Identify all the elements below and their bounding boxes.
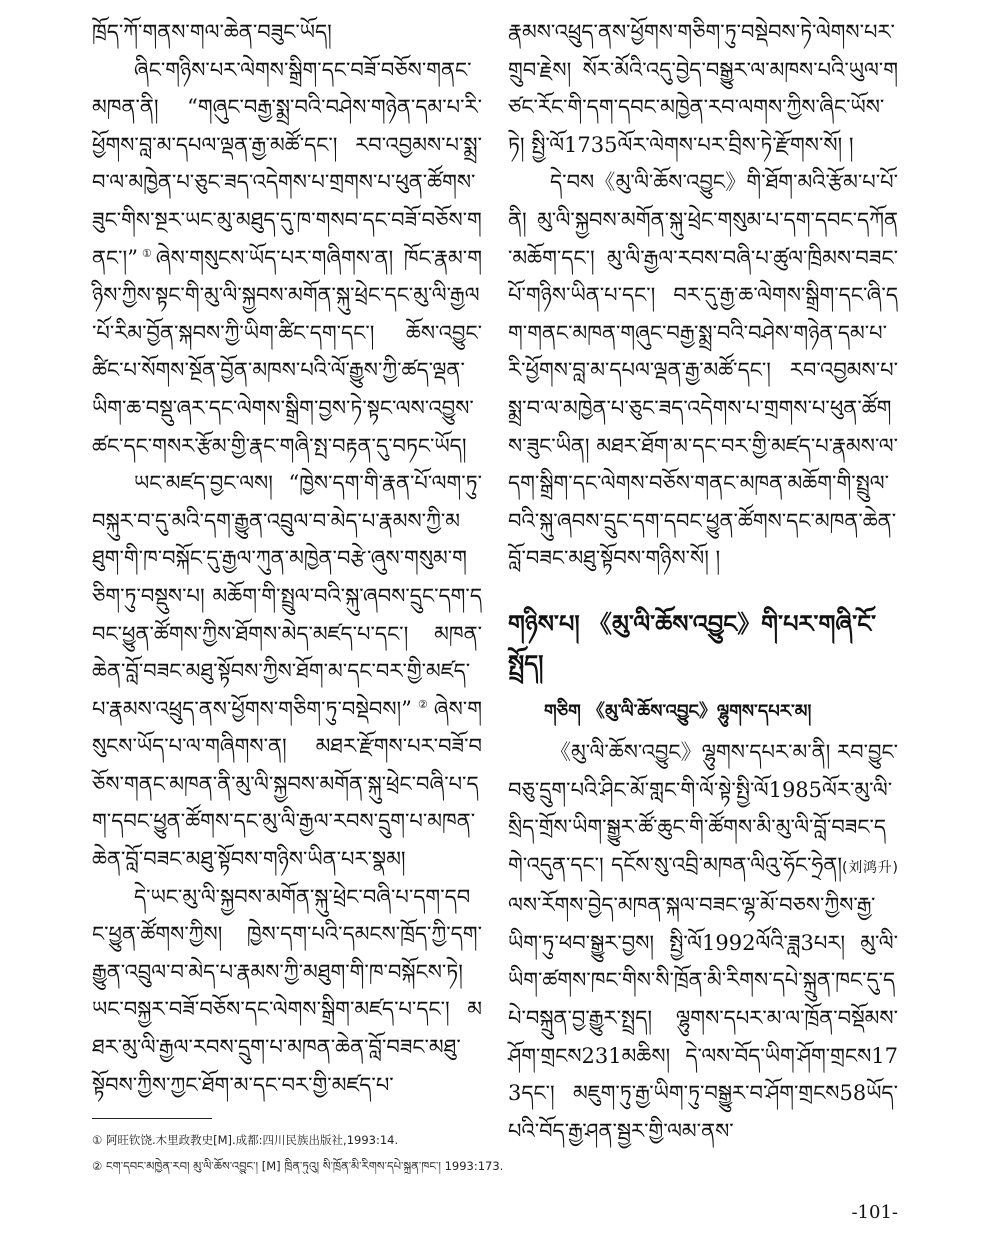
page-number: -101- [851,1202,898,1223]
left-paragraph-2 [92,465,482,879]
right-column [508,14,898,1150]
footnote-divider [92,1118,212,1119]
footnote-ref-2[interactable]: ② [411,697,434,711]
left-column [92,14,482,1104]
subsection-heading: གཅིག 《མུ་ལི་ཆོས་འབྱུང》ལྷུགས་དཔར་མ། [544,700,812,722]
footnote-ref-1[interactable]: ① [137,246,156,260]
right-paragraph-2-text: 《མུ་ལི་ཆོས་འབྱུང》ལྷུགས་དཔར་མ་ནི། རབ་བྱུང་བཅུ་དྲུག་པའི་ཤིང་མོ་གླང་གི་ལོ་སྟེ་སྤྱི་ལོ1985ལོར་མུ་ལི་སྲིད་གྲོས་ཡིག་སྒྱུར་ཚོ་ཆུང་གི་ཚོགས་མི་མུ་ལི་བློ་བཟང་དགེ་འདུན་དང་། དངོས་སུ་འབྲི་མཁན་ལིའུ་ཧོང་ཧྲེན། [508,739,898,877]
footnote-2-marker: ② [92,1159,103,1173]
footnote-1-marker: ① [92,1133,103,1147]
left-paragraph-1 [92,52,482,466]
right-paragraph-2 [508,734,898,1151]
chinese-name-inline: (刘鸿升) [842,859,898,876]
left-paragraph-1-text: ཞིང་གཉིས་པར་ལེགས་སྒྲིག་དང་བཟོ་བཅོས་གནང་མཁན་ནི། “གཞུང་བརྒྱ་སྨྲ་བའི་བཤེས་གཉེན་དམ་པ་རི་ཕྱོགས་བླ་མ་དཔལ་ལྡན་རྒྱ་མཚོ་དང་། རབ་འབྱམས་པ་སྨྲ་བ་ལ་མཁྱེན་པ་ཅུང་ཟད་འདེགས་པ་གྲགས་པ་ཕུན་ཚོགས་ཟུང་གིས་སྔར་ཡང་མུ་མཐུད་དུ་ཁ་གསབ་དང་བཟོ་བཅོས་གནང་།” [92,57,482,270]
right-paragraph-2-continued: ལས་རོགས་བྱེད་མཁན་སྐལ་བཟང་ལྷ་མོ་བཅས་ཀྱིས་རྒྱ་ཡིག་ཏུ་ཕབ་སྒྱུར་བྱས། སྤྱི་ལོ1992ལོའི་ཟླ3པར། མུ་ལི་ཡིག་ཚགས་ཁང་གིས་སི་ཁྲོན་མི་རིགས་དཔེ་སྐྲུན་ཁང་དུ་དཔེ་བསྐྲུན་བྱ་རྒྱུར་སྤྲད། ལྷུགས་དཔར་མ་ལ་ཁྲོན་བསྡོམས་ཤོག་གྲངས231མཆིས། དེ་ལས་བོད་ཡིག་ཤོག་གྲངས173དང་། མཇུག་ཏུ་རྒྱ་ཡིག་ཏུ་བསྒྱུར་བ་ཤོག་གྲངས58ཡོད་པའི་བོད་རྒྱ་ཤན་སྦྱར་གྱི་ལམ་ནས་ [508,893,898,1143]
section-heading: གཉིས་པ། 《མུ་ལི་ཆོས་འབྱུང》གི་པར་གཞི་ངོ་སྤྲོད། [508,608,877,678]
footnote-2-text: ངག་དབང་མཁྱེན་རབ། མུ་ལི་ཆོས་འབྱུང་། [M] ཁྲིན་ཏུའུ། སི་ཁྲོན་མི་རིགས་དཔེ་སྐྲུན་ཁང་། 1993:173. [105,1159,504,1173]
left-paragraph-1-continued: ཞེས་གསུངས་ཡོད་པར་གཞིགས་ན། ཁོང་རྣམ་གཉིས་ཀྱིས་སྟང་གི་མུ་ལི་སྐྱབས་མགོན་སྐུ་ཕྲེང་དང་མུ་ལི་རྒྱལ་པོ་རིམ་བྱོན་སྐབས་ཀྱི་ཡིག་ཚིང་དག་དང་། ཆོས་འབྱུང་ཚིང་པ་སོགས་སྔོན་བྱོན་མཁས་པའི་ལོ་རྒྱུས་ཀྱི་ཚད་ལྡན་ཡིག་ཆ་བསྡུ་ཞར་དང་ལེགས་སྒྲིག་བྱས་ཏེ་སྟང་ལས་འབྱུས་ཚང་དང་གསར་རྩོམ་གྱི་རྣང་གཞི་སྤ་བརྟན་དུ་བཏང་ཡོད། [92,245,482,458]
right-paragraph-1: དེ་བས《མུ་ལི་ཆོས་འབྱུང》གི་ཐོག་མའི་རྩོམ་པ་པོ་ནི། མུ་ལི་སྐྱབས་མགོན་སྐུ་ཕྲེང་གསུམ་པ་དག་དབང་དཀོན་མཆོག་དང་། མུ་ལི་རྒྱལ་རབས་བཞི་པ་ཚུལ་ཁྲིམས་བཟང་པོ་གཉིས་ཡིན་པ་དང་། བར་དུ་རྒྱ་ཆ་ལེགས་སྒྲིག་དང་ཞི་དག་གནང་མཁན་གཞུང་བརྒྱ་སྨྲ་བའི་བཤེས་གཉེན་དམ་པ་རི་ཕྱོགས་བླ་མ་དཔལ་ལྡན་རྒྱ་མཚོ་དང་། རབ་འབྱམས་པ་སྨྲ་བ་ལ་མཁྱེན་པ་ཅུང་ཟད་འདེགས་པ་གྲགས་པ་ཕུན་ཚོགས་ཟུང་ཡིན། མཐར་ཐོག་མ་དང་བར་གྱི་མཛད་པ་རྣམས་ལ་དག་སྒྲིག་དང་ལེགས་བཅོས་གནང་མཁན་མཆོག་གི་སྤྲུལ་བའི་སྐུ་ཞབས་དྲུང་དག་དབང་ཕྱུན་ཚོགས་དང་མཁན་ཆེན་བློ་བཟང་མཐུ་སྟོབས་གཉིས་སོ། ། [508,170,898,571]
left-paragraph-2-continued: ཞེས་གསུངས་ཡོད་པ་ལ་གཞིགས་ན། མཐར་རྫོགས་པར་བཟོ་བཅོས་གནང་མཁན་ནི་མུ་ལི་སྐྱབས་མགོན་སྐུ་ཕྲེང་བཞི་པ་དག་དབང་ཕྱུན་ཚོགས་དང་མུ་ལི་རྒྱལ་རབས་དྲུག་པ་མཁན་ཆེན་བློ་བཟང་མཐུ་སྟོབས་གཉིས་ཡིན་པར་སྣམ། [92,696,482,872]
right-paragraph-0: རྣམས་འཕྲུད་ནས་ཕྱོགས་གཅིག་ཏུ་བསྡེབས་ཏེ་ལེགས་པར་གྲུབ་རྗེས། སོར་མོའི་འདུ་བྱེད་བསྒྱུར་ལ་མཁས་པའི་ཡུལ་གཙང་རོང་གི་དག་དབང་མཁྱེན་རབ་ལགས་ཀྱིས་ཞིང་ཡོས་ཏེ། སྤྱི་ལོ1735ལོར་ལེགས་པར་བྲིས་ཏེ་རྫོགས་སོ། ། [508,20,898,157]
footnote-2 [92,1158,898,1174]
footnote-1 [92,1132,898,1148]
footnote-1-text: 阿旺钦饶.木里政教史[M].成都:四川民族出版社,1993:14. [105,1133,399,1147]
left-paragraph-3: དེ་ཡང་མུ་ལི་སྐྱབས་མགོན་སྐུ་ཕྲེང་བཞི་པ་དག་དབང་ཕྱུན་ཚོགས་ཀྱིས། ཁྱེས་དག་པའི་དམངས་ཁྲོད་ཀྱི་དག་རྒྱུན་འབྲུལ་བ་མེད་པ་རྣམས་ཀྱི་མཐུག་གི་ཁ་བསྐོངས་ཏེ། ཡང་བསྐྱར་བཟོ་བཅོས་དང་ལེགས་སྒྲིག་མཛད་པ་དང་། མཐར་མུ་ལི་རྒྱལ་རབས་དྲུག་པ་མཁན་ཆེན་བློ་བཟང་མཐུ་སྟོབས་ཀྱིས་ཀྱང་ཐོག་མ་དང་བར་གྱི་མཛད་པ་ [92,884,482,1097]
left-paragraph-2-text: ཡང་མཛད་བྱང་ལས། “ཁྱེས་དག་གི་རྣན་པོ་ལག་ཏུ་བསྐུར་བ་དུ་མའི་དག་རྒྱུན་འབྲུལ་བ་མེད་པ་རྣམས་ཀྱི་མཐུག་གི་ཁ་བསྐོང་དུ་རྒྱལ་ཀུན་མཁྱེན་བརྩེ་ཞུས་གསུམ་གཅིག་ཏུ་བསྡུས་པ། མཆོག་གི་སྤྲུལ་བའི་སྐུ་ཞབས་དྲུང་དག་དབང་ཕྱུན་ཚོགས་ཀྱིས་ཐོགས་མེད་མཛད་པ་དང་། མཁན་ཆེན་བློ་བཟང་མཐུ་སྟོབས་ཀྱིས་ཐོག་མ་དང་བར་གྱི་མཛད་པ་རྣམས་འཕྲུད་ནས་ཕྱོགས་གཅིག་ཏུ་བསྡེབས།” [92,471,482,721]
left-paragraph-0: ཁྲོད་ཀོ་གནས་གལ་ཆེན་བཟུང་ཡོད། [92,20,332,44]
